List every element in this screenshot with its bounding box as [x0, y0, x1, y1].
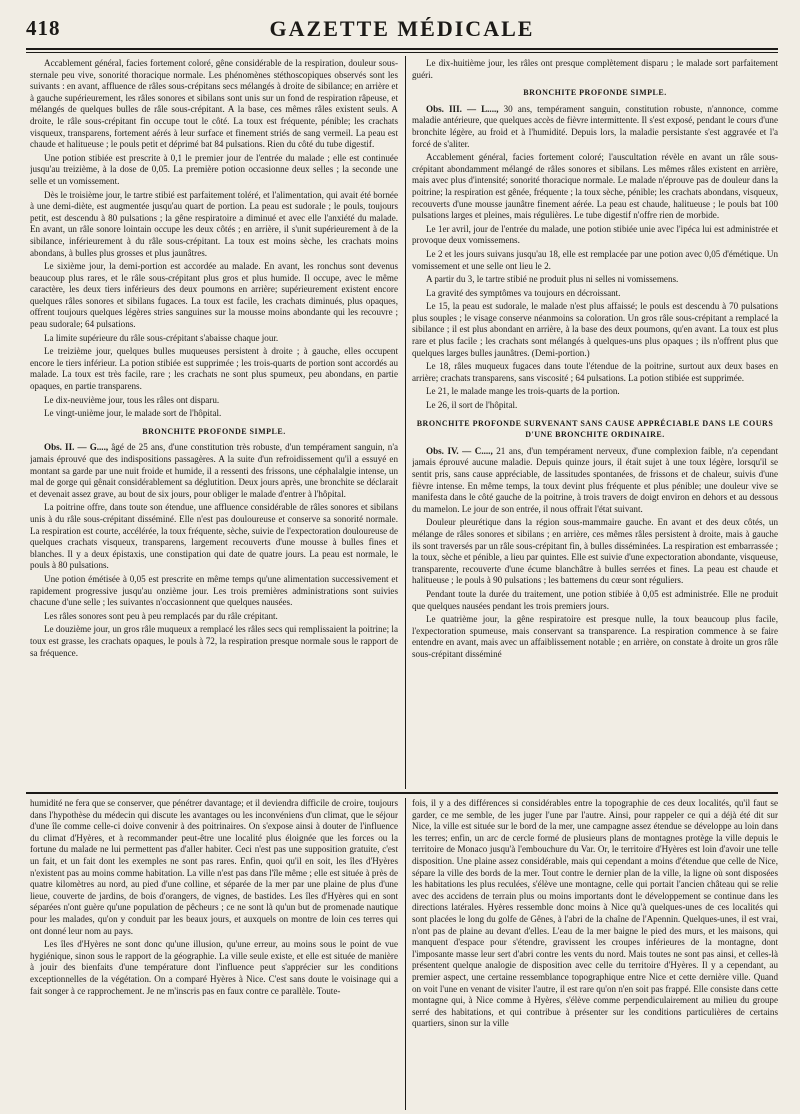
paragraph: Dès le troisième jour, le tartre stibié est parfaitement toléré, et l'alimentation, qui avait été bornée à une demi-diète, est augmentée jusqu'au quart de portion. La peau est sudorale ; le pouls, toujours petit, est descendu à 80 pulsations ; la gêne respiratoire a diminué et avec elle l'anxiété du malade. En avant, un râle sonore lointain occupe les deux côtés ; en arrière, il s'unit supérieurement à de la sibilance, inférieurement à du râle sous-crépitant. La toux est moins sèche, les crachats moins abondans, à bulles plus grosses et plus jaunâtres.	[30, 189, 398, 258]
column-divider	[405, 798, 406, 1110]
paragraph: Accablement général, facies fortement coloré; l'auscultation révèle en avant un râle sous-crépitant abondamment mélangé de râles sonores et sibilans. Les mêmes râles existent en arrière, mais avec plus d'intensité; sonorité thoracique normale. Le malade n'éprouve pas de douleur dans la poitrine; la respiration est gênée, fréquente ; la toux sèche, pénible; les crachats abondans, visqueux, recouverts d'une mousse jaunâtre finement aérée. La peau est chaude, halitueuse ; le pouls bat 100 pulsations larges et pleines, mais régulières. Le tube digestif n'offre rien de morbide.	[412, 152, 778, 221]
lower-right-column	[412, 798, 778, 1110]
observation-paragraph	[412, 446, 778, 516]
paragraph: Le vingt-unième jour, le malade sort de l'hôpital.	[44, 408, 222, 419]
paragraph: Le dix-huitième jour, les râles ont presque complètement disparu ; le malade sort parfaitement guéri.	[412, 58, 778, 80]
paragraph: Accablement général, facies fortement coloré, gêne considérable de la respiration, douleur sous-sternale peu vive, sonorité thoracique normale. Les phénomènes stéthoscopiques observés sont les suivants : en avant, affluence de râles sous-crépitans secs mélangés à droite de sibilance; en arrière et à gauche supérieurement, les râles sonores et sibilans sont unis sur un fond de respiration râpeuse, et mélangés de quelques bulles de râle sous-crépitant. A la base, ces mêmes râles existent seuls. A droite, le râle sous-crépitant fin occupe tout le côté. La toux est fréquente, pénible; les crachats visqueux, transparens, fortement aérés à leur surface et finement striés de sang vermeil. La peau est chaude et halitueuse ; le pouls petit et déprimé bat 84 pulsations. Rien du côté du tube digestif.	[30, 58, 398, 150]
paragraph: La limite supérieure du râle sous-crépitant s'abaisse chaque jour.	[44, 332, 279, 343]
case-heading: BRONCHITE PROFONDE SIMPLE.	[523, 88, 667, 98]
paragraph: Le 21, le malade mange les trois-quarts de la portion.	[426, 386, 620, 397]
observation-text: 30 ans, tempérament sanguin, constitution robuste, n'annonce, comme maladie antérieure, que quelques accès de fièvre intermittente. Il s'est exposé, pendant le cours d'une bronchite légère, au froid et à l'humidité. Depuis lors, la maladie persistante s'est aggravée et l'a forcé de s'aliter.	[412, 103, 778, 149]
running-title: GAZETTE MÉDICALE	[269, 16, 535, 41]
paragraph: Le sixième jour, la demi-portion est accordée au malade. En avant, les ronchus sont devenus beaucoup plus rares, et le râle sous-crépitant plus gros et plus humide. Il occupe, avec le même caractère, les deux tiers inférieurs des deux poumons en arrière; supérieurement existent encore quelques râles sonores et sibilans fugaces. La toux est facile, les crachats diminués, plus opaques, offrent toujours quelques légères stries sanguines sur la mousse moins abondante qui les recouvre ; peau sudorale; 64 pulsations.	[30, 261, 398, 330]
case-heading: BRONCHITE PROFONDE SURVENANT SANS CAUSE APPRÉCIABLE DANS LE COURS D'UNE BRONCHITE ORDINAIRE.	[416, 418, 774, 440]
lower-left-column	[30, 798, 398, 1110]
upper-left-column	[30, 58, 398, 788]
paragraph: fois, il y a des différences si considérables entre la topographie de ces deux localités, qu'il faut se garder, ce me semble, de les juger l'une par l'autre. Ainsi, pour rappeler ce qui a déjà été dit sur Nice, la ville est située sur le bord de la mer, une campagne assez étendue se développe au loin dans les terres; enfin, un arc de cercle formé de plusieurs plans de montagnes protège la ville depuis le territoire de Monaco jusqu'à l'embouchure du Var. Or, le territoire d'Hyères est loin d'avoir une telle disposition. Une plaine assez considérable, mais qui cependant a moins d'étendue que celle de Nice, sépare la ville des bords de la mer. Tout contre le dernier plan de la ville, la ligne où sont disposées les habitations les plus reculées, s'élève une montagne, celle qui portait l'ancien château qui se relie avec des accidens de terrain plus ou moins importants dont le développement se continue dans les directions latérales. Hyères ressemble donc moins à Nice qu'à quelques-unes de ces localités qui sont placées le long du golfe de Gênes, à l'abri de la chaîne de l'Apennin. Quelques-unes, il est vrai, n'ont pas de plaine au devant d'elles. L'eau de la mer baigne le pied des murs, et les maisons, qui manquent d'espace pour s'étendre, gravissent les croupes inférieures de la montagne, dont l'imposante masse leur sert d'abri contre les vents du nord. Mais toutes ne sont pas ainsi, et celles-là présentent quelque analogie de disposition avec celle du territoire d'Hyères. Il y a cependant, au premier aspect, une certaine ressemblance topographique entre Nice et cette dernière ville. Quand on voit l'une en venant de visiter l'autre, il est rare qu'on n'en soit pas frappé. Elle consiste dans cette montagne qui, à Nice comme à Hyères, s'élève comme perpendiculairement au milieu du groupe serré des habitations, et qui contribue à présenter sur les conditions particulières de certains quartiers, sinon sur la ville	[412, 798, 778, 1029]
upper-right-column	[412, 58, 778, 788]
paragraph: Le treizième jour, quelques bulles muqueuses persistent à droite ; à gauche, elles occupent encore le tiers inférieur. La potion stibiée est supprimée ; les trois-quarts de portion sont accordés au malade. La toux est très facile, rare ; les crachats ne sont plus spumeux, peu abondans, en partie opaques, en partie transparens.	[30, 346, 398, 392]
paragraph: Le 1er avril, jour de l'entrée du malade, une potion stibiée unie avec l'ipéca lui est administrée et provoque deux vomissemens.	[412, 223, 778, 246]
paragraph: Le dix-neuvième jour, tous les râles ont disparu.	[44, 394, 220, 405]
paragraph: La poitrine offre, dans toute son étendue, une affluence considérable de râles sonores et sibilans unis à du râle sous-crépitant disséminé. Elle n'est pas douloureuse et conserve sa sonorité normale. La respiration est courte, accélérée, la toux fréquente, sèche, suivie de l'expectoration douloureuse de quelques crachats visqueux, transparens, largement recouverts d'une mousse à bulles fines et blanches. Il y a deux épistaxis, une constipation qui date de quatre jours. La peau est normale, le pouls à 80 pulsations.	[30, 502, 398, 571]
case-heading: BRONCHITE PROFONDE SIMPLE.	[142, 426, 286, 436]
page-header	[26, 14, 778, 50]
observation-paragraph	[30, 442, 398, 500]
paragraph: Le 2 et les jours suivans jusqu'au 18, elle est remplacée par une potion avec 0,05 d'émétique. Un vomissement et une selle ont lieu le 2.	[412, 248, 778, 271]
paragraph: Le 18, râles muqueux fugaces dans toute l'étendue de la poitrine, surtout aux deux bases en arrière; crachats transparens, sans viscosité ; 64 pulsations. La potion stibiée est supprimée.	[412, 361, 778, 383]
observation-text: 21 ans, d'un tempérament nerveux, d'une complexion faible, n'a cependant jamais éprouvé aucune maladie. Depuis quinze jours, il était sujet à une toux légère, lorsqu'il se sentit pris, sans cause appréciable, de lassitudes spontanées, de frissons et de chaleur, suivis d'une fièvre intense. En même temps, la toux devint plus fréquente et plus pénible; une douleur vive se manifesta dans le côté gauche de la poitrine, à trois travers de doigt environ en dehors et au dessous du mamelon. Le jour de son entrée, il nous offrait l'état suivant.	[412, 445, 778, 514]
paragraph: humidité ne fera que se conserver, que pénétrer davantage; et il deviendra difficile de croire, toujours dans l'hypothèse du médecin qui discute les avantages ou les inconvéniens d'un climat, que le séjour d'une île comme celle-ci doive convenir à des poitrinaires. On s'expose ainsi à douter de l'influence du climat d'Hyères, et à recommander peut-être une localité plus éloignée que les forces ou la fortune du malade ne lui permettent pas d'aller habiter. Ceci n'est pas une supposition gratuite, c'est un fait, et un fait dont les exemples ne sont pas rares. Enfin, quoi qu'il en soit, les îles d'Hyères n'existent pas au moins comme habitation. La ville n'est pas dans l'île même ; elle est située à près de quatre kilomètres au nord, au pied d'une colline, et séparée de la mer par une plaine de plus d'une lieue, couverte de jardins, de bois d'orangers, de vignes, de bastides. Les îles d'Hyères qui en sont séparées n'ont guère qu'une population de pêcheurs ; ce ne sont là qu'un but de promenade nautique pour les malades, qu'on y conduit par les beaux jours, et auxquels on montre de loin ces terres qui ont donné leur nom au pays.	[30, 798, 398, 936]
observation-lead: Obs. II. — G....,	[44, 442, 109, 453]
observation-lead: Obs. IV. — C....,	[426, 445, 493, 456]
paragraph: Le quatrième jour, la gêne respiratoire est presque nulle, la toux beaucoup plus facile, l'expectoration spumeuse, mais conservant sa transparence. La respiration commence à se faire entendre en avant, mais avec un affaiblissement notable ; en arrière, on constate à droite un gros râle sous-crépitant disséminé	[412, 614, 778, 659]
paragraph: Une potion émétisée à 0,05 est prescrite en même temps qu'une alimentation successivement et rapidement progressive jusqu'au onzième jour. Les trois premières administrations sont suivies chacune d'une selle ; les suivantes n'occasionnent que quelques nausées.	[30, 573, 398, 608]
header-rule	[26, 48, 778, 50]
section-rule	[26, 792, 778, 794]
page-number: 418	[26, 16, 61, 40]
paragraph: Le 15, la peau est sudorale, le malade n'est plus affaissé; le pouls est descendu à 70 pulsations plus souples ; le visage conserve néanmoins sa coloration. Un gros râle sous-crépitant a remplacé la sibilance ; il est plus abondant en arrière, à la base des deux poumons, qu'en avant. La toux est plus rare et plus facile ; les crachats sont mélangés à quelques-uns plus opaques ; ils n'offrent plus que quelques larges bulles jaunâtres. (Demi-portion.)	[412, 301, 778, 358]
column-divider	[405, 56, 406, 789]
header-rule-thin	[26, 52, 778, 53]
paragraph: Les îles d'Hyères ne sont donc qu'une illusion, qu'une erreur, au moins sous le point de vue hygiénique, sinon sous le rapport de la géographie. La ville seule existe, et elle est située de manière à jouir des bienfaits d'une température dont l'influence peut s'apprécier sur les conditions exceptionnelles de la végétation. On a comparé Hyères à Nice. C'est sans doute le voisinage qui a fait songer à ce rapprochement. Je ne m'inscris pas en faux contre ce parallèle. Toute-	[30, 939, 398, 996]
observation-paragraph	[412, 104, 778, 150]
paragraph: La gravité des symptômes va toujours en décroissant.	[426, 287, 621, 298]
observation-text: âgé de 25 ans, d'une constitution très robuste, d'un tempérament sanguin, n'a jamais éprouvé que des indispositions passagères. A la suite d'un refroidissement qu'il a essuyé en montant sa garde par une nuit froide et humide, il a ressenti des frissons, une céphalalgie intense, un mal de gorge qui gênait considérablement sa déglutition. Deux jours après, une bronchite se déclarait et devenait assez grave, au bout de six jours, pour obliger le malade d'entrer à l'hôpital.	[30, 442, 398, 499]
observation-lead: Obs. III. — L....,	[426, 103, 499, 114]
paragraph: Une potion stibiée est prescrite à 0,1 le premier jour de l'entrée du malade ; elle est continuée jusqu'au treizième, à la dose de 0,05. La première potion occasionne deux selles ; la seconde une selle et un vomissement.	[30, 152, 398, 186]
paragraph: Pendant toute la durée du traitement, une potion stibiée à 0,05 est administrée. Elle ne produit que quelques nausées pendant les trois premiers jours.	[412, 588, 778, 611]
paragraph: Le douzième jour, un gros râle muqueux a remplacé les râles secs qui remplissaient la poitrine; la toux est grasse, les crachats opaques, le pouls à 72, la respiration presque normale sous le rapport de sa fréquence.	[30, 624, 398, 658]
paragraph: Le 26, il sort de l'hôpital.	[426, 400, 518, 411]
paragraph: A partir du 3, le tartre stibié ne produit plus ni selles ni vomissemens.	[426, 274, 679, 285]
paragraph: Douleur pleurétique dans la région sous-mammaire gauche. En avant et des deux côtés, un mélange de râles sonores et sibilans ; en arrière, ces mêmes râles persistent à droite, mais à gauche ils sont traversés par un râle sous-crépitant fin, à bulles disséminées. La respiration est embarrassée ; la toux, sèche et pénible, a lieu par quintes. Elle est suivie d'une expectoration abondante, visqueuse, transparente, recouverte d'une écume blanchâtre à bulles serrées et fines. La peau est chaude et halitueuse ; le pouls à 90 pulsations ; les battemens du cœur sont réguliers.	[412, 517, 778, 586]
paragraph: Les râles sonores sont peu à peu remplacés par du râle crépitant.	[44, 610, 278, 621]
